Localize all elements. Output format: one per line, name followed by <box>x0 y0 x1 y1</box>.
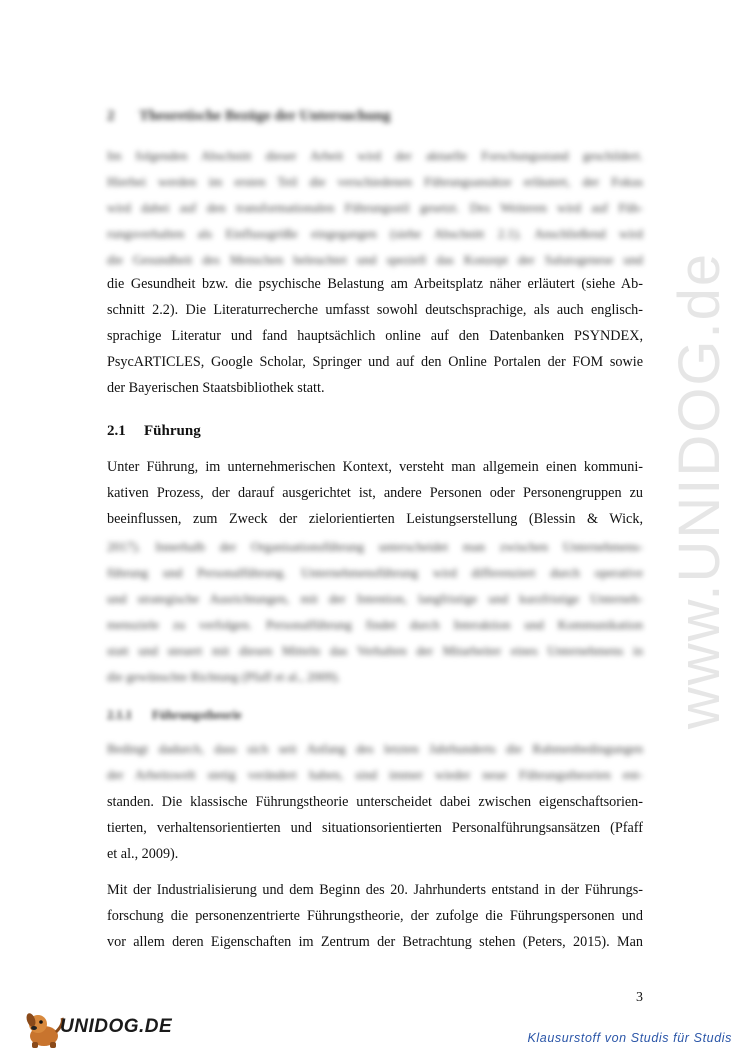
heading-number: 2.1.1 <box>107 708 132 722</box>
page-number: 3 <box>636 990 643 1005</box>
text-line: forschung die personenzentrierte Führungstheorie, der zufolge die Führungspersonen und <box>107 908 643 924</box>
text-line: Mit der Industrialisierung und dem Beginn des 20. Jahrhunderts entstand in der Führungs- <box>107 882 643 898</box>
text-line: Im folgenden Abschnitt dieser Arbeit wird der aktuelle Forschungsstand geschildert. <box>107 148 643 163</box>
text-line: rungsverhalten als Einflussgröße eingegangen (siehe Abschnitt 2.1). Anschließend wird <box>107 226 643 241</box>
heading-title: Führungstheorie <box>152 708 242 722</box>
text-line: führung und Personalführung. Unternehmensführung wird differenziert durch operative <box>107 565 643 580</box>
watermark <box>660 250 740 730</box>
dog-icon <box>25 1012 63 1048</box>
heading-title: Führung <box>144 423 201 439</box>
watermark-text: www.UNIDOG.de <box>667 251 733 729</box>
text-line: PsycARTICLES, Google Scholar, Springer und auf den Online Portalen der FOM sowie <box>107 354 643 370</box>
text-line: et al., 2009). <box>107 846 179 862</box>
text-line: beeinflussen, zum Zweck der zielorientierten Leistungserstellung (Blessin & Wick, <box>107 511 643 527</box>
section-heading-2-1-1 <box>107 708 242 723</box>
text-line: schnitt 2.2). Die Literaturrecherche umfasst sowohl deutschsprachige, als auch englisch- <box>107 302 643 318</box>
heading-number: 2.1 <box>107 423 126 439</box>
text-line: und strategische Ausrichtungen, mit der Intention, langfristige und kurzfristige Unterneh- <box>107 591 643 606</box>
text-line: statt und steuert mit diesen Mitteln das Verhalten der Mitarbeiter eines Unternehmens in <box>107 643 643 658</box>
text-line: tierten, verhaltensorientierten und situationsorientierten Personalführungsansätzen (Pfaff <box>107 820 643 836</box>
text-line: standen. Die klassische Führungstheorie unterscheidet dabei zwischen eigenschaftsorien- <box>107 794 643 810</box>
text-line: Hierbei werden im ersten Teil die verschiedenen Führungsansätze erläutert, der Fokus <box>107 174 643 189</box>
text-line: die Gesundheit des Menschen beleuchtet und speziell das Konzept der Salutogenese und <box>107 252 643 267</box>
text-line: die gewünschte Richtung (Pfaff et al., 2009). <box>107 669 341 684</box>
heading-title: Theoretische Bezüge der Untersuchung <box>139 108 391 124</box>
text-line: mensziele zu verfolgen. Personalführung findet durch Interaktion und Kommunikation <box>107 617 643 632</box>
section-heading-2-1 <box>107 423 201 440</box>
text-line: 2017). Innerhalb der Organisationsführung unterscheidet man zwischen Unternehmens- <box>107 539 643 554</box>
footer-slogan: Klausurstoff von Studis für Studis <box>527 1031 732 1045</box>
text-line: die Gesundheit bzw. die psychische Belastung am Arbeitsplatz näher erläutert (siehe Ab- <box>107 276 643 292</box>
text-line: Bedingt dadurch, dass sich seit Anfang des letzten Jahrhunderts die Rahmenbedingungen <box>107 741 643 756</box>
logo-text[interactable]: UNIDOG.DE <box>60 1016 173 1037</box>
text-line: der Bayerischen Staatsbibliothek statt. <box>107 380 325 396</box>
section-heading-2 <box>107 108 391 125</box>
heading-number: 2 <box>107 108 115 124</box>
text-line: Unter Führung, im unternehmerischen Kontext, versteht man allgemein einen kommuni- <box>107 459 643 475</box>
text-line: sprachige Literatur und fand hauptsächlich online auf den Datenbanken PSYNDEX, <box>107 328 643 344</box>
text-line: wird dabei auf den transformationalen Führungsstil gesetzt. Des Weiteren wird auf Füh- <box>107 200 643 215</box>
text-line: vor allem deren Eigenschaften im Zentrum der Betrachtung stehen (Peters, 2015). Man <box>107 934 643 950</box>
text-line: der Arbeitswelt stetig verändert haben, sind immer wieder neue Führungstheorien ent- <box>107 767 643 782</box>
text-line: kativen Prozess, der darauf ausgerichtet ist, andere Personen oder Personengruppen zu <box>107 485 643 501</box>
